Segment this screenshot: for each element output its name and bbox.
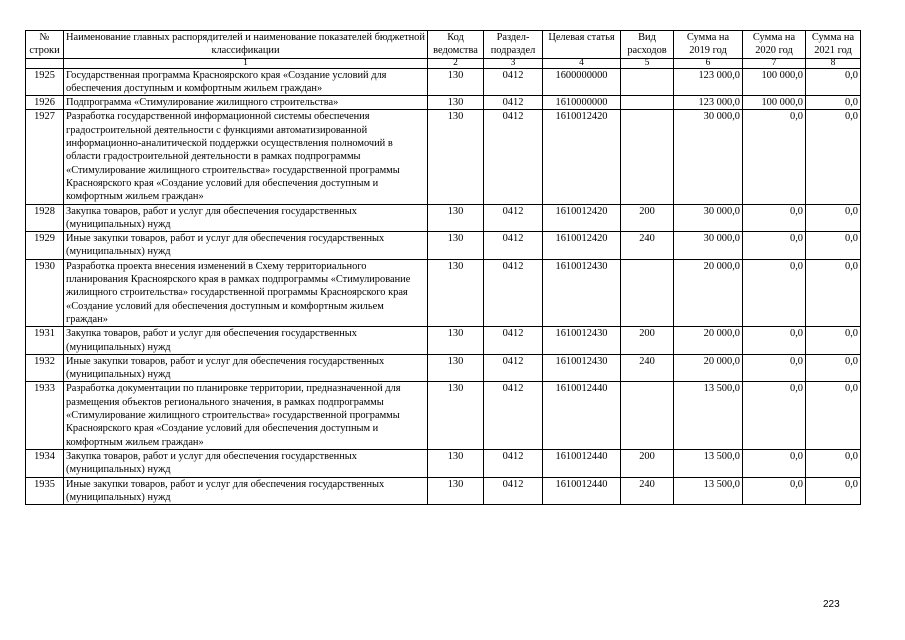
amount-2020: 0,0 — [743, 232, 806, 260]
expense-type — [621, 259, 674, 326]
target-article: 1610012420 — [543, 110, 621, 204]
row-number: 1926 — [26, 96, 64, 110]
table-row — [26, 449, 861, 477]
target-article: 1610012430 — [543, 327, 621, 355]
section-code: 0412 — [484, 449, 543, 477]
target-article: 1610012440 — [543, 449, 621, 477]
department-code: 130 — [428, 232, 484, 260]
row-number: 1930 — [26, 259, 64, 326]
header-amount-2019: Сумма на 2019 год — [674, 31, 743, 59]
row-number: 1929 — [26, 232, 64, 260]
amount-2021: 0,0 — [806, 327, 861, 355]
table-row — [26, 204, 861, 232]
department-code: 130 — [428, 110, 484, 204]
section-code: 0412 — [484, 259, 543, 326]
expense-type: 200 — [621, 204, 674, 232]
target-article: 1610012430 — [543, 354, 621, 382]
header-section: Раздел-подраздел — [484, 31, 543, 59]
target-article: 1610012420 — [543, 204, 621, 232]
table-row — [26, 382, 861, 449]
expense-type — [621, 382, 674, 449]
indicator-name: Разработка документации по планировке территории, предназначенной для размещения объектов регионального значения, в рамках подпрограммы «Стимулирование жилищного строительства» государственной программы Красноярского края «Создание условий для обеспечения доступным и комфортным жильем граждан» — [64, 382, 428, 449]
amount-2020: 0,0 — [743, 477, 806, 505]
amount-2021: 0,0 — [806, 110, 861, 204]
department-code: 130 — [428, 68, 484, 96]
table-row — [26, 477, 861, 505]
indicator-name: Иные закупки товаров, работ и услуг для обеспечения государственных (муниципальных) нужд — [64, 232, 428, 260]
target-article: 1610000000 — [543, 96, 621, 110]
amount-2021: 0,0 — [806, 259, 861, 326]
indicator-name: Закупка товаров, работ и услуг для обеспечения государственных (муниципальных) нужд — [64, 327, 428, 355]
expense-type — [621, 68, 674, 96]
column-number-row — [26, 58, 861, 68]
expense-type: 240 — [621, 232, 674, 260]
expense-type: 200 — [621, 449, 674, 477]
department-code: 130 — [428, 449, 484, 477]
header-expense-type: Вид расходов — [621, 31, 674, 59]
target-article: 1610012440 — [543, 382, 621, 449]
amount-2021: 0,0 — [806, 354, 861, 382]
row-number: 1934 — [26, 449, 64, 477]
amount-2020: 100 000,0 — [743, 96, 806, 110]
amount-2021: 0,0 — [806, 449, 861, 477]
department-code: 130 — [428, 204, 484, 232]
row-number: 1931 — [26, 327, 64, 355]
header-name: Наименование главных распорядителей и наименование показателей бюджетной классификации — [64, 31, 428, 59]
section-code: 0412 — [484, 354, 543, 382]
expense-type — [621, 110, 674, 204]
department-code: 130 — [428, 382, 484, 449]
table-row — [26, 110, 861, 204]
department-code: 130 — [428, 327, 484, 355]
row-number: 1933 — [26, 382, 64, 449]
section-code: 0412 — [484, 96, 543, 110]
indicator-name: Подпрограмма «Стимулирование жилищного строительства» — [64, 96, 428, 110]
header-target-article: Целевая статья — [543, 31, 621, 59]
column-number: 2 — [428, 58, 484, 68]
amount-2021: 0,0 — [806, 68, 861, 96]
table-row — [26, 96, 861, 110]
section-code: 0412 — [484, 477, 543, 505]
amount-2019: 30 000,0 — [674, 232, 743, 260]
amount-2019: 123 000,0 — [674, 96, 743, 110]
section-code: 0412 — [484, 327, 543, 355]
amount-2020: 100 000,0 — [743, 68, 806, 96]
expense-type — [621, 96, 674, 110]
table-row — [26, 232, 861, 260]
amount-2019: 13 500,0 — [674, 449, 743, 477]
indicator-name: Закупка товаров, работ и услуг для обеспечения государственных (муниципальных) нужд — [64, 449, 428, 477]
column-number: 5 — [621, 58, 674, 68]
amount-2019: 20 000,0 — [674, 327, 743, 355]
row-number: 1932 — [26, 354, 64, 382]
header-amount-2021: Сумма на 2021 год — [806, 31, 861, 59]
expense-type: 240 — [621, 354, 674, 382]
amount-2020: 0,0 — [743, 449, 806, 477]
department-code: 130 — [428, 259, 484, 326]
column-number: 4 — [543, 58, 621, 68]
row-number: 1935 — [26, 477, 64, 505]
amount-2019: 20 000,0 — [674, 354, 743, 382]
column-number-blank — [26, 58, 64, 68]
amount-2019: 30 000,0 — [674, 204, 743, 232]
amount-2021: 0,0 — [806, 382, 861, 449]
section-code: 0412 — [484, 110, 543, 204]
section-code: 0412 — [484, 232, 543, 260]
row-number: 1925 — [26, 68, 64, 96]
expense-type: 240 — [621, 477, 674, 505]
target-article: 1610012440 — [543, 477, 621, 505]
indicator-name: Разработка проекта внесения изменений в Схему территориального планирования Красноярского края в рамках подпрограммы «Стимулирование жилищного строительства» государственной программы Красноярского края «Создание условий для обеспечения доступным и комфортным жильем граждан» — [64, 259, 428, 326]
section-code: 0412 — [484, 68, 543, 96]
table-row — [26, 327, 861, 355]
indicator-name: Разработка государственной информационной системы обеспечения градостроительной деятельности с функциями автоматизированной информационно-аналитической поддержки осуществления полномочий в области градостроительной деятельности в рамках подпрограммы «Стимулирование жилищного строительства» государственной программы Красноярского края «Создание условий для обеспечения доступным и комфортным жильем граждан» — [64, 110, 428, 204]
expense-type: 200 — [621, 327, 674, 355]
amount-2020: 0,0 — [743, 354, 806, 382]
amount-2019: 20 000,0 — [674, 259, 743, 326]
column-number: 1 — [64, 58, 428, 68]
amount-2020: 0,0 — [743, 259, 806, 326]
amount-2020: 0,0 — [743, 327, 806, 355]
indicator-name: Иные закупки товаров, работ и услуг для обеспечения государственных (муниципальных) нужд — [64, 354, 428, 382]
indicator-name: Государственная программа Красноярского края «Создание условий для обеспечения доступным и комфортным жильем граждан» — [64, 68, 428, 96]
header-amount-2020: Сумма на 2020 год — [743, 31, 806, 59]
amount-2019: 13 500,0 — [674, 382, 743, 449]
column-number: 6 — [674, 58, 743, 68]
department-code: 130 — [428, 477, 484, 505]
target-article: 1610012430 — [543, 259, 621, 326]
indicator-name: Закупка товаров, работ и услуг для обеспечения государственных (муниципальных) нужд — [64, 204, 428, 232]
row-number: 1928 — [26, 204, 64, 232]
amount-2021: 0,0 — [806, 96, 861, 110]
header-department-code: Код ведомства — [428, 31, 484, 59]
budget-table — [25, 30, 861, 505]
amount-2020: 0,0 — [743, 382, 806, 449]
column-number: 8 — [806, 58, 861, 68]
amount-2019: 123 000,0 — [674, 68, 743, 96]
section-code: 0412 — [484, 204, 543, 232]
amount-2021: 0,0 — [806, 204, 861, 232]
amount-2021: 0,0 — [806, 477, 861, 505]
row-number: 1927 — [26, 110, 64, 204]
header-row — [26, 31, 861, 59]
target-article: 1600000000 — [543, 68, 621, 96]
amount-2021: 0,0 — [806, 232, 861, 260]
section-code: 0412 — [484, 382, 543, 449]
table-row — [26, 68, 861, 96]
header-row-number: № строки — [26, 31, 64, 59]
target-article: 1610012420 — [543, 232, 621, 260]
amount-2019: 30 000,0 — [674, 110, 743, 204]
amount-2020: 0,0 — [743, 110, 806, 204]
page-number: 223 — [823, 599, 840, 610]
column-number: 7 — [743, 58, 806, 68]
table-row — [26, 354, 861, 382]
department-code: 130 — [428, 354, 484, 382]
table-row — [26, 259, 861, 326]
column-number: 3 — [484, 58, 543, 68]
amount-2020: 0,0 — [743, 204, 806, 232]
indicator-name: Иные закупки товаров, работ и услуг для обеспечения государственных (муниципальных) нужд — [64, 477, 428, 505]
department-code: 130 — [428, 96, 484, 110]
table-body — [26, 68, 861, 505]
amount-2019: 13 500,0 — [674, 477, 743, 505]
